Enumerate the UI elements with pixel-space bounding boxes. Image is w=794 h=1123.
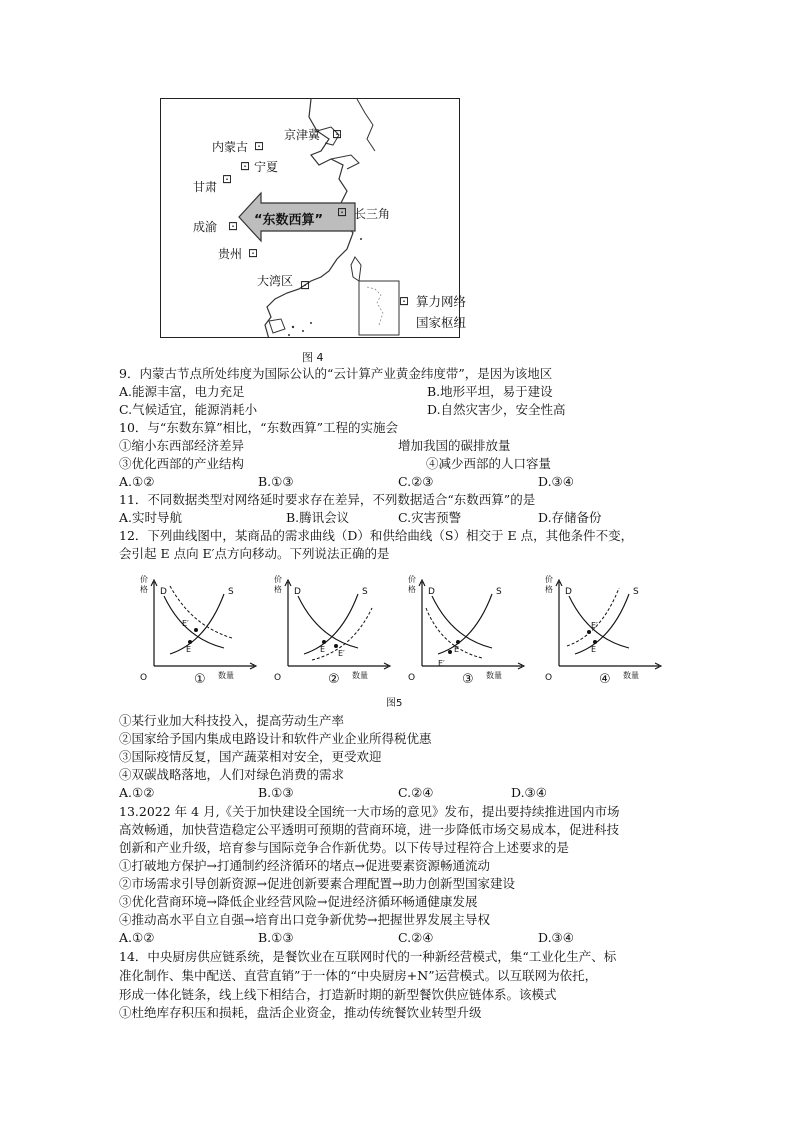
q12-statement-1: ①某行业加大科技投入，提高劳动生产率 [119, 713, 345, 728]
q13-stem-line1: 13.2022 年 4 月,《关于加快建设全国统一大市场的意见》发布，提出要持续推进国内市场 [119, 804, 620, 819]
q12-option-b: B.①③ [258, 785, 294, 800]
q11-option-c: C.灾害预警 [398, 510, 462, 525]
node-marker-icon: ⊡ [222, 172, 233, 186]
q10-option-b: B.①③ [258, 474, 294, 489]
label-guizhou: 贵州 [218, 247, 243, 261]
q13-option-d: D.③④ [538, 930, 574, 945]
point-e-label: E [186, 645, 192, 654]
point-e-prime-label: E′ [438, 659, 445, 668]
ylabel-char-1: 价 [545, 575, 553, 584]
q12-statement-4: ④双碳战略落地，人们对绿色消费的需求 [119, 767, 345, 782]
q13-option-c: C.②④ [398, 930, 434, 945]
q9-stem: 9．内蒙古节点所处纬度为国际公认的“云计算产业黄金纬度带”，是因为该地区 [119, 366, 553, 381]
ylabel-char-2: 格 [545, 585, 553, 594]
demand-label: D [294, 587, 301, 597]
node-marker-icon: ⊡ [240, 159, 251, 173]
legend-line1: 算力网络 [416, 294, 467, 309]
point-e-prime [448, 650, 452, 654]
xlabel: 数量 [352, 671, 368, 680]
point-e [188, 640, 192, 644]
figure4-caption: 图 4 [302, 351, 324, 364]
shifted-curve [170, 586, 232, 638]
label-jingjinji: 京津冀 [284, 128, 321, 142]
origin-label: O [545, 673, 553, 683]
q11-option-b: B.腾讯会议 [286, 510, 350, 525]
chart-label-1: ① [194, 672, 206, 687]
q14-statement-1: ①杜绝库存积压和损耗，盘活企业资金，推动传统餐饮业转型升级 [119, 1005, 482, 1020]
xlabel: 数量 [218, 671, 234, 680]
point-e [322, 640, 326, 644]
chart-label-4: ④ [599, 672, 611, 687]
supply-label: S [362, 587, 368, 597]
q12-stem-line1: 12．下列曲线图中，某商品的需求曲线（D）和供给曲线（S）相交于 E 点，其他条件不变， [119, 528, 634, 543]
label-gansu: 甘肃 [193, 180, 218, 194]
origin-label: O [140, 673, 148, 683]
q13-option-b: B.①③ [258, 930, 294, 945]
point-e-prime-label: E′ [338, 649, 345, 658]
node-marker-icon: ⊡ [337, 205, 348, 219]
ylabel-char-2: 格 [274, 585, 282, 594]
shifted-curve [567, 588, 619, 646]
q10-option-d: D.③④ [538, 474, 574, 489]
point-e-label: E [454, 645, 460, 654]
q13-statement-2: ②市场需求引导创新资源→促进创新要素合理配置→助力创新型国家建设 [119, 876, 515, 891]
origin-label: O [408, 673, 416, 683]
node-marker-icon: ⊡ [254, 139, 265, 153]
q10-statement-3: ③优化西部的产业结构 [119, 456, 245, 471]
q14-stem-line1: 14．中央厨房供应链系统，是餐饮业在互联网时代的一种新经营模式，集“工业化生产、标 [119, 949, 617, 964]
q12-stem-line2: 会引起 E 点向 E′点方向移动。下列说法正确的是 [119, 546, 390, 561]
q11-option-a: A.实时导航 [119, 510, 183, 525]
xlabel: 数量 [486, 671, 502, 680]
q11-stem: 11．不同数据类型对网络延时要求存在差异，不列数据适合“东数西算”的是 [119, 492, 536, 507]
demand-label: D [160, 587, 167, 597]
legend-line2: 国家枢纽 [416, 315, 467, 330]
q9-option-a: A.能源丰富，电力充足 [119, 384, 245, 399]
figure5-caption: 图5 [386, 698, 403, 709]
point-e-prime [587, 630, 591, 634]
q13-stem-line3: 创新和产业升级，培育参与国际竞争合作新优势。以下传导过程符合上述要求的是 [119, 840, 570, 855]
node-marker-icon: ⊡ [228, 219, 239, 233]
q9-option-d: D.自然灾害少，安全性高 [427, 402, 566, 417]
supply-label: S [633, 587, 639, 597]
ylabel-char-2: 格 [140, 585, 148, 594]
point-e-label: E [591, 645, 597, 654]
q13-statement-3: ③优化营商环境→降低企业经营风险→促进经济循环畅通健康发展 [119, 894, 478, 909]
demand-label: D [428, 587, 435, 597]
q13-option-a: A.①② [119, 930, 155, 945]
q13-stem-line2: 高效畅通，加快营造稳定公平透明可预期的营商环境，进一步降低市场交易成本，促进科技 [119, 822, 620, 837]
origin-label: O [274, 673, 282, 683]
point-e [593, 640, 597, 644]
arrow-label: “东数西算” [254, 213, 324, 228]
label-neimenggu: 内蒙古 [212, 140, 249, 154]
q13-statement-1: ①打破地方保护→打通制约经济循环的堵点→促进要素资源畅通流动 [119, 858, 490, 873]
ylabel-char-1: 价 [140, 575, 148, 584]
supply-label: S [228, 587, 234, 597]
node-marker-icon: ⊡ [248, 246, 259, 260]
supply-label: S [496, 587, 502, 597]
q9-option-b: B.地形平坦，易于建设 [427, 384, 553, 399]
q14-stem-line3: 形成一体化链条，线上线下相结合，打造新时期的新型餐饮供应链体系。该模式 [119, 987, 557, 1002]
q12-option-d: D.③④ [511, 785, 547, 800]
q14-stem-line2: 准化制作、集中配送、直营直销”于一体的“中央厨房+N”运营模式。以互联网为依托， [119, 968, 598, 983]
q10-statement-1: ①缩小东西部经济差异 [119, 438, 245, 453]
q12-option-c: C.②④ [398, 785, 434, 800]
q10-statement-4: ④减少西部的人口容量 [426, 456, 552, 471]
q10-option-a: A.①② [119, 474, 155, 489]
xlabel: 数量 [623, 671, 639, 680]
demand-label: D [565, 587, 572, 597]
chart-label-2: ② [328, 672, 340, 687]
point-e-label: E [320, 645, 326, 654]
q12-option-a: A.①② [119, 785, 155, 800]
ylabel-char-2: 格 [408, 585, 416, 594]
point-e-prime [194, 628, 198, 632]
q12-statement-2: ②国家给予国内集成电路设计和软件产业企业所得税优惠 [119, 731, 432, 746]
ylabel-char-1: 价 [274, 575, 282, 584]
q11-option-d: D.存储备份 [538, 510, 602, 525]
label-ningxia: 宁夏 [254, 160, 279, 174]
ylabel-char-1: 价 [408, 575, 416, 584]
point-e-prime [334, 644, 338, 648]
point-e-prime-label: E′ [591, 621, 598, 630]
q12-statement-3: ③国际疫情反复，国产蔬菜相对安全，更受欢迎 [119, 749, 382, 764]
node-marker-icon: ⊡ [300, 278, 311, 292]
point-e-prime-label: E′ [182, 619, 189, 628]
q10-statement-2: 增加我国的碳排放量 [398, 438, 511, 453]
node-marker-icon: ⊡ [332, 127, 343, 141]
q10-option-c: C.②③ [398, 474, 434, 489]
q13-statement-4: ④推动高水平自立自强→培育出口竞争新优势→把握世界发展主导权 [119, 912, 490, 927]
label-dawanqu: 大湾区 [257, 274, 294, 288]
legend-marker-icon: ⊡ [399, 294, 410, 308]
label-changsanjiao: 长三角 [354, 207, 391, 221]
label-chengyu: 成渝 [193, 220, 218, 234]
q9-option-c: C.气候适宜，能源消耗小 [119, 402, 258, 417]
q10-stem: 10．与“东数东算”相比，“东数西算”工程的实施会 [119, 420, 398, 435]
chart-label-3: ③ [462, 672, 474, 687]
point-e [456, 640, 460, 644]
